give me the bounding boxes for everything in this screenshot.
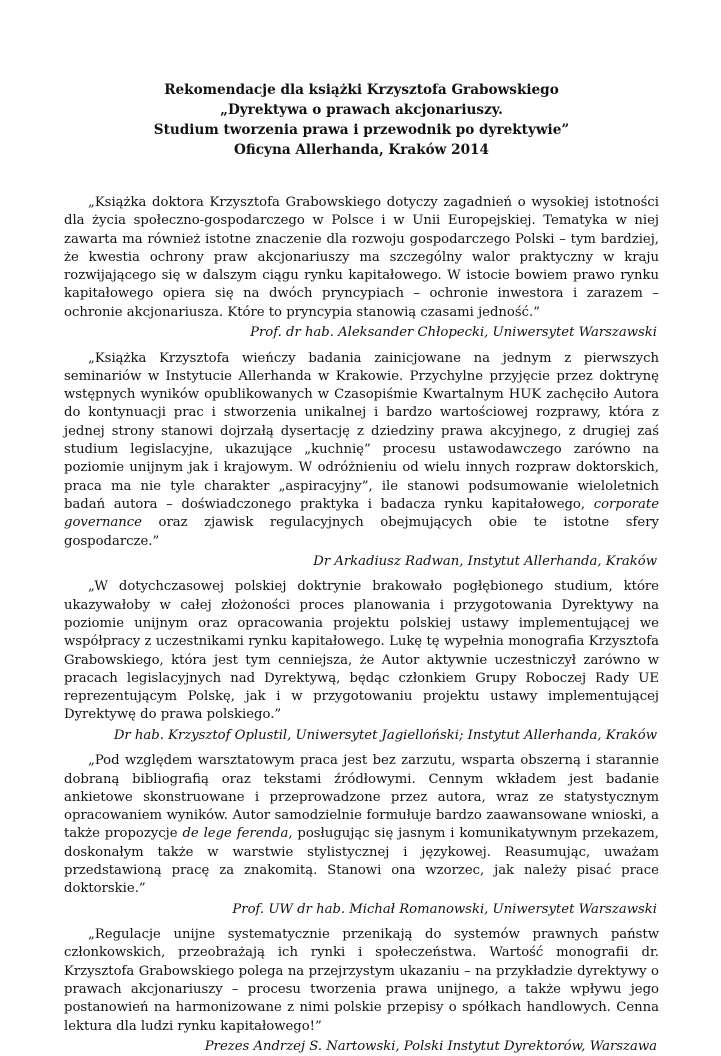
title-line-4: Oficyna Allerhanda, Kraków 2014	[234, 142, 489, 158]
recommendation-4	[64, 752, 659, 919]
recommendation-quote: „Książka doktora Krzysztofa Grabowskiego dotyczy zagadnień o wysokiej istotności dla życia społeczno-gospodarczego w Polsce i w Unii Europejskiej. Tematyka w niej zawarta ma również istotne znaczenie dla rozwoju gospodarczego Polski – tym bardziej, że kwestia ochrony praw akcjonariuszy ma szczególny walor praktyczny w kraju rozwijającego się w dalszym ciągu rynku kapitałowego. W istocie bowiem prawo rynku kapitałowego opiera się na dwóch pryncypiach – ochronie inwestora i zarazem – ochronie akcjonariusza. Które to pryncypia stanowią czasami jedność.”	[64, 195, 659, 320]
recommendation-quote	[64, 752, 659, 898]
recommendation-author: Prof. dr hab. Aleksander Chłopecki, Uniwersytet Warszawski	[250, 325, 657, 341]
recommendation-1	[64, 194, 659, 343]
recommendation-author: Dr hab. Krzysztof Oplustil, Uniwersytet Jagielloński; Instytut Allerhanda, Kraków	[113, 727, 657, 743]
quote-italic-term: corporate governance	[64, 496, 659, 531]
quote-text-part: „Książka Krzysztofa wieńczy badania zainicjowane na jednym z pierwszych seminariów w Instytucie Allerhanda w Krakowie. Przychylne przyjęcie przez doktrynę wstępnych wyników opublikowanych w Czasopiśmie Kwartalnym HUK zachęciło Autora do kontynuacji prac i stworzenia unikalnej i bardzo wartościowej rozprawy, która z jednej strony stanowi dojrzałą dysertację z dziedziny prawa akcyjnego, z drugiej zaś studium legislacyjne, ukazujące „kuchnię” procesu ustawodawczego zarówno na poziomie unijnym jak i krajowym. W odróżnieniu od wielu innych rozpraw doktorskich, praca ma nie tyle charakter „aspiracyjny”, ile stanowi podsumowanie wieloletnich badań autora – doświadczonego praktyka i badacza rynku kapitałowego,	[64, 350, 659, 512]
recommendation-author: Dr Arkadiusz Radwan, Instytut Allerhanda, Kraków	[313, 553, 657, 569]
quote-italic-term: de lege ferenda	[182, 826, 289, 842]
recommendation-author: Prof. UW dr hab. Michał Romanowski, Uniwersytet Warszawski	[232, 901, 657, 917]
quote-text-part: oraz zjawisk regulacyjnych obejmujących obie te istotne sfery gospodarcze.”	[64, 515, 659, 549]
recommendation-quote: „W dotychczasowej polskiej doktrynie brakowało pogłębionego studium, które ukazywałoby w całej złożoności proces planowania i przygotowania Dyrektywy na poziomie unijnym oraz opracowania projektu polskiej ustawy implementującej we współpracy z uczestnikami rynku kapitałowego. Lukę tę wypełnia monografia Krzysztofa Grabowskiego, która jest tym cenniejsza, że Autor aktywnie uczestniczył zarówno w pracach legislacyjnych nad Dyrektywą, będąc członkiem Grupy Roboczej Rady UE reprezentującym Polskę, jak i w przygotowaniu projektu ustawy implementującej Dyrektywę do prawa polskiego.”	[64, 579, 659, 723]
recommendation-quote	[64, 350, 659, 551]
title-line-1: Rekomendacje dla książki Krzysztofa Grabowskiego	[164, 82, 559, 98]
recommendation-quote: „Regulacje unijne systematycznie przenikają do systemów prawnych państw członkowskich, przeobrażają ich rynki i społeczeństwa. Wartość monografii dr. Krzysztofa Grabowskiego polega na przejrzystym ukazaniu – na przykładzie dyrektywy o prawach akcjonariuszy – procesu tworzenia prawa unijnego, a także wpływu jego postanowień na harmonizowane z nimi polskie przepisy o spółkach handlowych. Cenna lektura dla ludzi rynku kapitałowego!”	[64, 927, 659, 1034]
title-line-3: Studium tworzenia prawa i przewodnik po dyrektywie”	[153, 122, 570, 138]
recommendation-author: Prezes Andrzej S. Nartowski, Polski Instytut Dyrektorów, Warszawa	[204, 1038, 657, 1054]
quote-text-part: „Pod względem warsztatowym praca jest bez zarzutu, wsparta obszerną i starannie dobraną bibliografią oraz tekstami źródłowymi. Cennym wkładem jest badanie ankietowe skonstruowane i przeprowadzone przez autora, wraz ze statystycznym opracowaniem wyników. Autor samodzielnie formułuje bardzo zaawansowane wnioski, a także propozycje	[64, 753, 659, 842]
recommendation-3	[64, 578, 659, 745]
recommendation-5	[64, 926, 659, 1056]
document-title-block	[64, 80, 659, 160]
quote-text-part: , posługując się jasnym i komunikatywnym przekazem, doskonałym także w warstwie stylistycznej i językowej. Reasumując, uważam przedstawioną pracę za znakomitą. Stanowi ona wzorzec, jak należy pisać prace doktorskie.”	[64, 826, 659, 897]
title-line-2: „Dyrektywa o prawach akcjonariuszy.	[220, 102, 503, 118]
recommendation-2	[64, 350, 659, 572]
